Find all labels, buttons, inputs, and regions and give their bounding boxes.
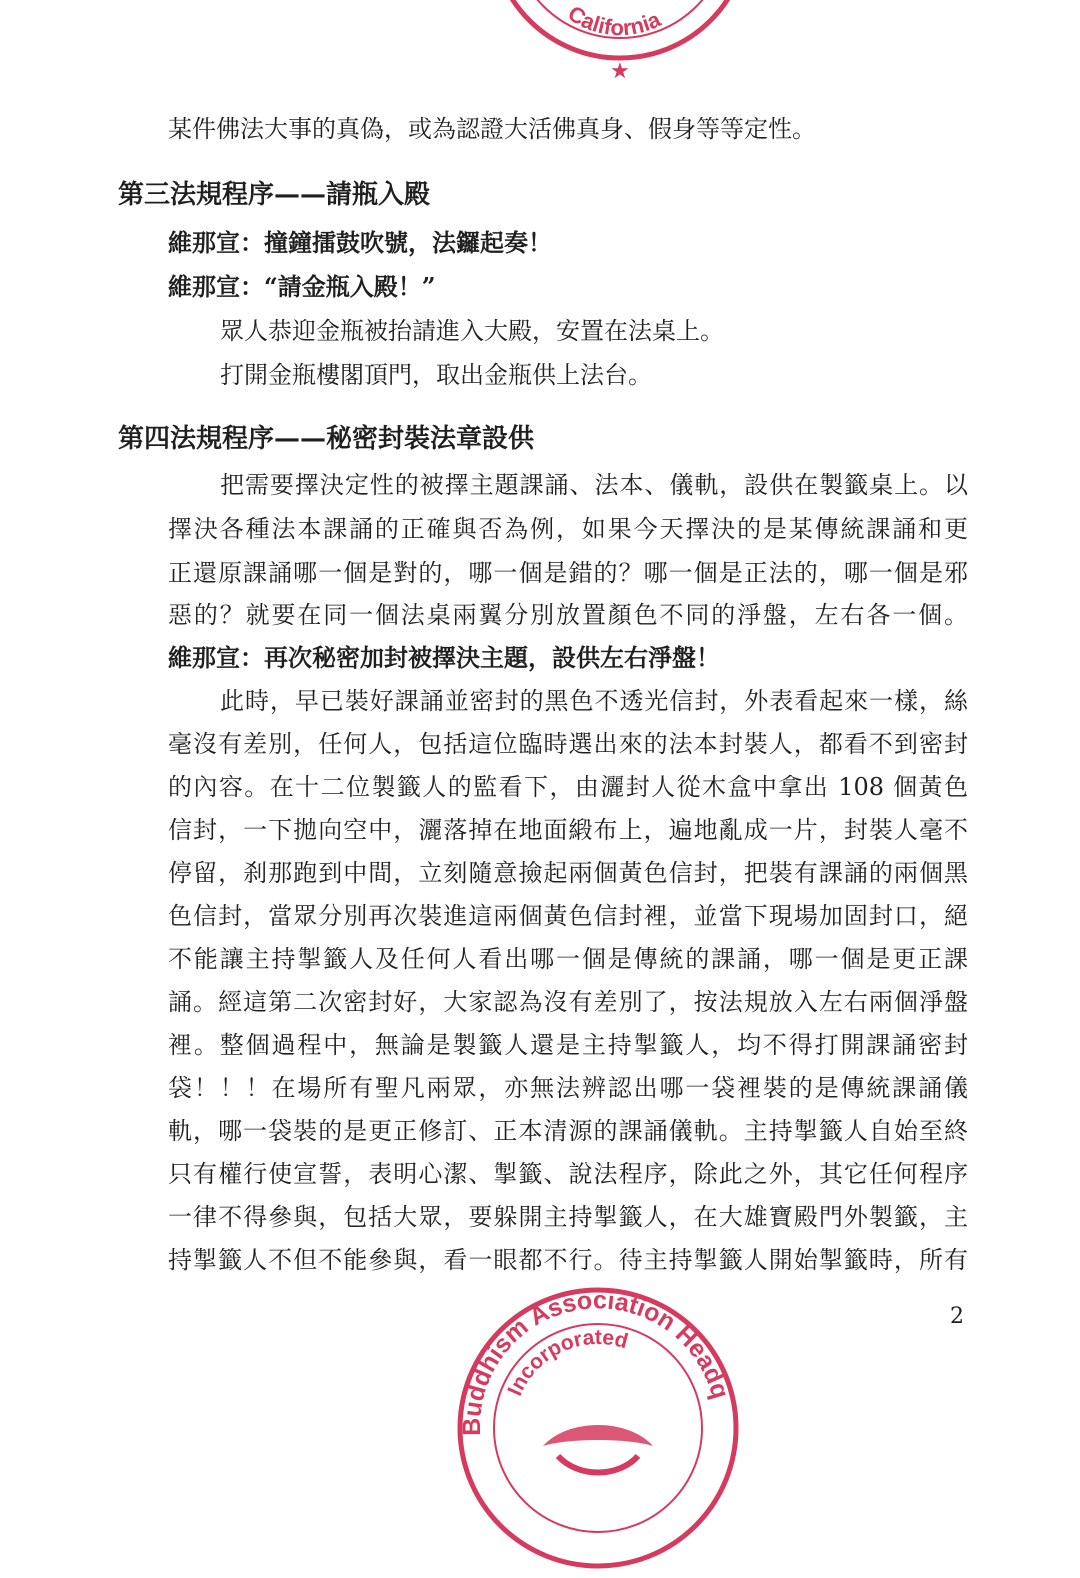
bottom-seal-inner-text: Incorporated [503, 1325, 631, 1400]
top-seal-stamp [480, 0, 760, 100]
section4-announce: 維那宣：再次秘密加封被擇決主題，設供左右淨盤！ [168, 643, 720, 672]
section4-para2-line: 袋！！！在場所有聖凡兩眾，亦無法辨認出哪一袋裡裝的是傳統課誦儀 [168, 1074, 968, 1102]
bottom-seal-outer-text: Buddhism Association Headq [457, 1286, 735, 1436]
section4-para2-line: 一律不得參與，包括大眾，要躲開主持掣籤人，在大雄寶殿門外製籤，主 [168, 1203, 968, 1231]
section4-para2-line: 軌，哪一袋裝的是更正修訂、正本清源的課誦儀軌。主持掣籤人自始至終 [168, 1117, 968, 1145]
top-seal-text: California [563, 0, 665, 41]
section4-para2-line: 此時，早已裝好課誦並密封的黑色不透光信封，外表看起來一樣，絲 [220, 687, 968, 715]
section4-para2-line: 信封，一下拋向空中，灑落掉在地面緞布上，遍地亂成一片，封裝人毫不 [168, 816, 968, 844]
section3-announce-1: 維那宣：撞鐘擂鼓吹號，法鑼起奏！ [168, 228, 552, 257]
top-seal-star: ★ [610, 59, 630, 84]
section4-para2-line: 不能讓主持掣籤人及任何人看出哪一個是傳統的課誦，哪一個是更正課 [168, 945, 968, 973]
section3-line-4: 打開金瓶樓閣頂門，取出金瓶供上法台。 [220, 361, 652, 389]
section3-line-3: 眾人恭迎金瓶被抬請進入大殿，安置在法桌上。 [220, 317, 724, 345]
bottom-seal-emblem [543, 1425, 653, 1446]
section4-para2-line: 毫沒有差別，任何人，包括這位臨時選出來的法本封裝人，都看不到密封 [168, 730, 968, 758]
section4-para2-line: 持掣籤人不但不能參與，看一眼都不行。待主持掣籤人開始掣籤時，所有 [168, 1246, 968, 1274]
section4-para1-line: 正還原課誦哪一個是對的，哪一個是錯的？哪一個是正法的，哪一個是邪 [168, 559, 968, 587]
section4-para2-line: 裡。整個過程中，無論是製籤人還是主持掣籤人，均不得打開課誦密封 [168, 1031, 968, 1059]
bottom-seal-emblem-lower [558, 1456, 638, 1473]
page-number: 2 [950, 1304, 964, 1329]
section3-title: 第三法規程序——請瓶入殿 [118, 180, 431, 210]
section4-para1-line: 擇決各種法本課誦的正確與否為例，如果今天擇決的是某傳統課誦和更 [168, 515, 968, 543]
svg-text:California [564, 0, 666, 40]
section4-para1-line: 惡的？就要在同一個法桌兩翼分別放置顏色不同的淨盤，左右各一個。 [168, 601, 968, 629]
section4-para2-line: 只有權行使宣誓，表明心潔、掣籤、說法程序，除此之外，其它任何程序 [168, 1160, 968, 1188]
svg-text:Buddhism Association Headq [458, 1286, 734, 1436]
section3-announce-2: 維那宣：“請金瓶入殿！” [168, 272, 436, 301]
intro-line: 某件佛法大事的真偽，或為認證大活佛真身、假身等等定性。 [168, 115, 816, 143]
section4-para2-line: 色信封，當眾分別再次裝進這兩個黃色信封裡，並當下現場加固封口，絕 [168, 902, 968, 930]
section4-para2-line: 誦。經這第二次密封好，大家認為沒有差別了，按法規放入左右兩個淨盤 [168, 988, 968, 1016]
section4-para2-line: 的內容。在十二位製籤人的監看下，由灑封人從木盒中拿出 108 個黃色 [168, 773, 968, 801]
section4-para1-line: 把需要擇決定性的被擇主題課誦、法本、儀軌，設供在製籤桌上。以 [220, 471, 968, 499]
section4-para2-line: 停留，刹那跑到中間，立刻隨意撿起兩個黃色信封，把裝有課誦的兩個黑 [168, 859, 968, 887]
section4-title: 第四法規程序——秘密封裝法章設供 [118, 424, 535, 454]
bottom-seal-stamp [448, 1278, 748, 1578]
